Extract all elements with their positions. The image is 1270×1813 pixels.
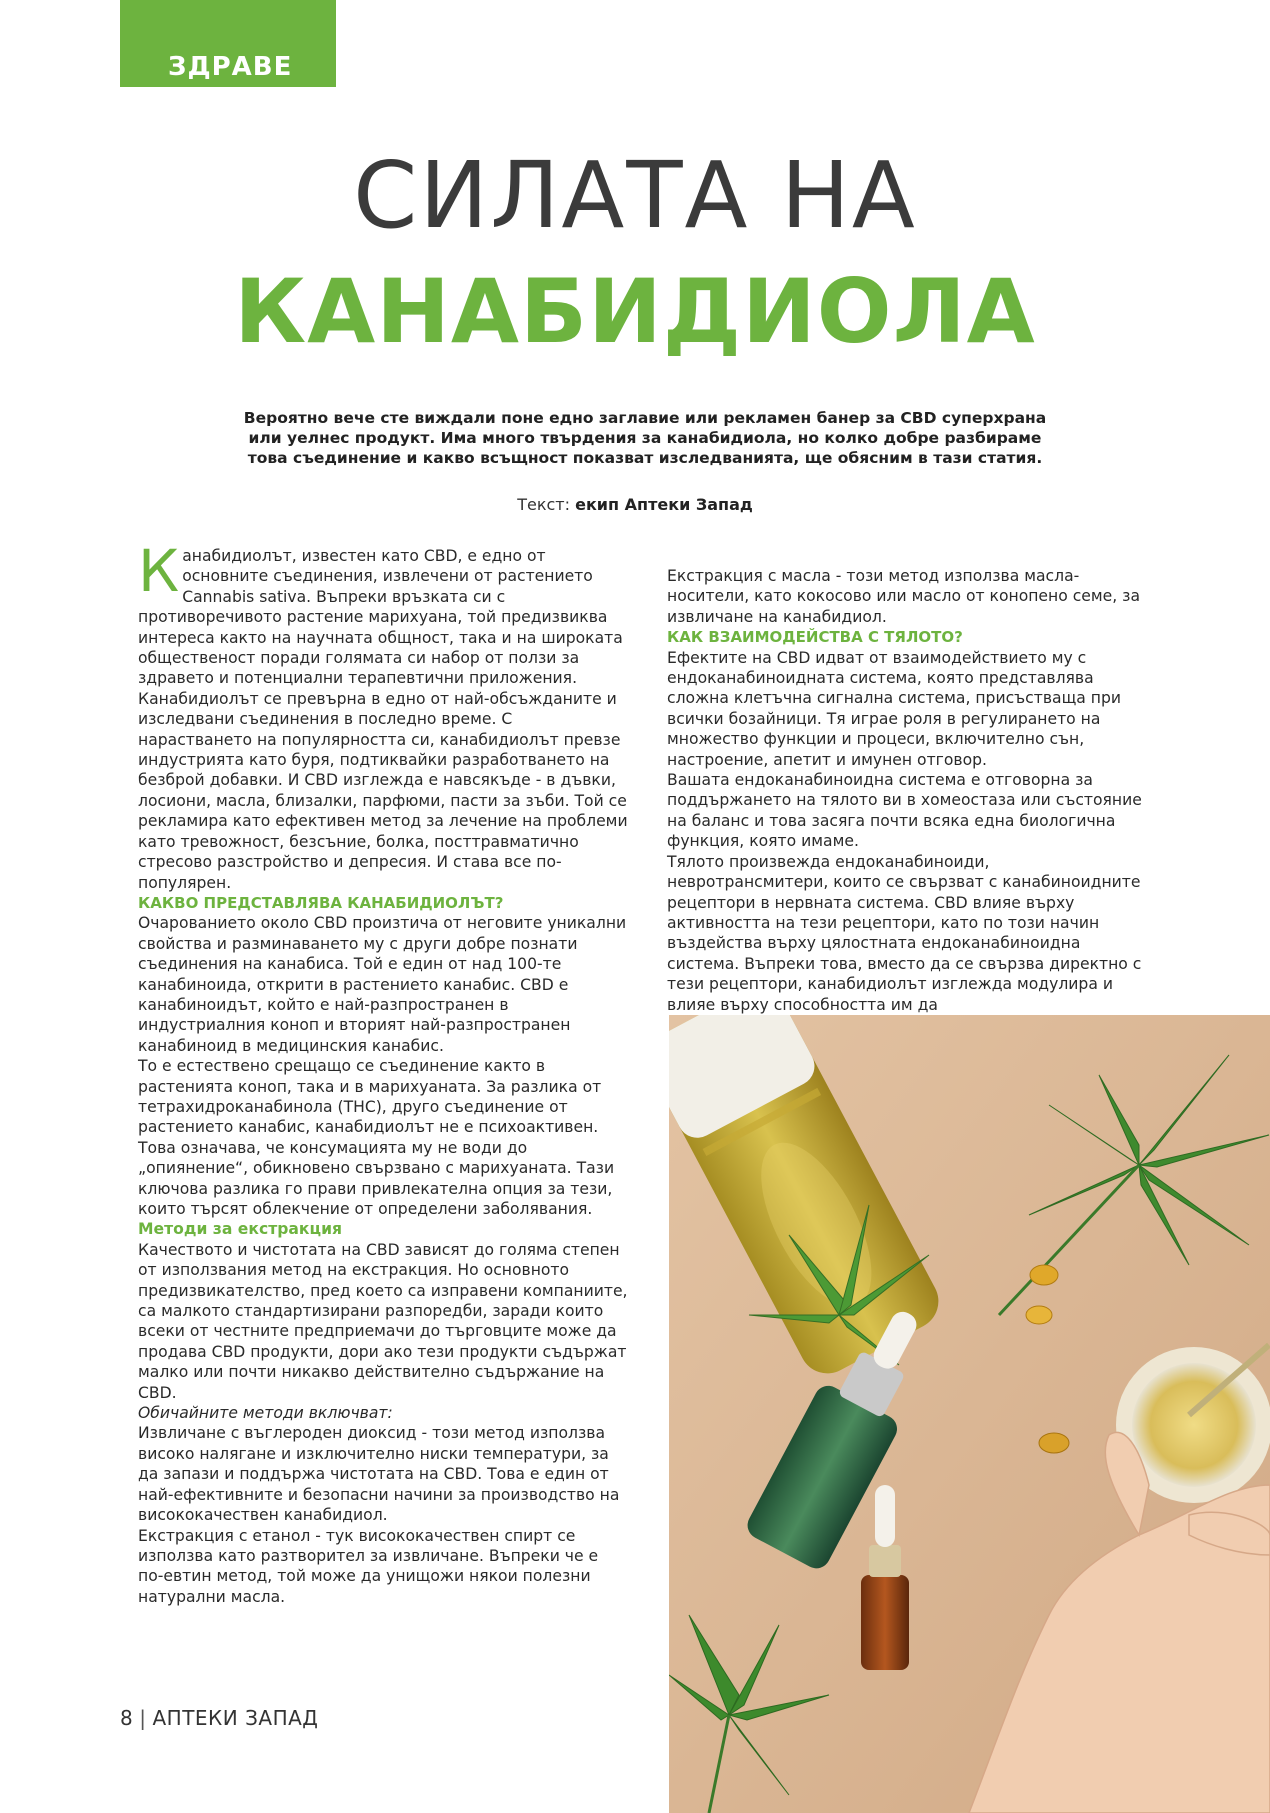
capsule-icon — [1039, 1433, 1069, 1453]
paragraph-text: анабидиолът, известен като CBD, е едно от основните съединения, извлечени от растението Cannabis sativa. Въпреки връзката си с противоречивото растение марихуана, той предизвиква интереса както на научната общност, така и на широката общественост поради голямата си набор от ползи за здравето и потенциални терапевтични приложения. — [138, 547, 623, 688]
paragraph: То е естествено срещащо се съединение както в растенията коноп, така и в марихуаната. За разлика от тетрахидроканабинола (THC), друго съединение от растението канабис, канабидиолът не е психоактивен. Това означава, че консумацията му не води до „опиянение“, обикновено свързвано с марихуаната. Тази ключова разлика го прави привлекателна опция за тези, които търсят облекчение от определени заболявания. — [138, 1057, 615, 1218]
publication-name: АПТЕКИ ЗАПАД — [152, 1706, 319, 1730]
paragraph: Тялото произвежда ендоканабиноиди, невротрансмитери, които се свързват с канабиноидните рецептори в нервната система. CBD влияе върху активността на тези рецептори, като по този начин въздейства върху цялостната ендоканабиноидна система. Въпреки това, вместо да се свързва директно с тези рецептори, канабидиолът изглежда модулира и влияе върху способността им да — [667, 852, 1142, 1014]
section-heading: КАК ВЗАИМОДЕЙСТВА С ТЯЛОТО? — [667, 628, 963, 647]
capsule-icon — [1030, 1265, 1058, 1285]
cbd-products-photo — [669, 1015, 1270, 1813]
paragraph-italic: Обичайните методи включват: — [138, 1404, 393, 1423]
byline — [0, 495, 1270, 514]
paragraph: Екстракция с етанол - тук висококачествен спирт се използва като разтворител за извличане. Въпреки че е по-евтин метод, той може да унищожи някои полезни натурални масла. — [138, 1526, 599, 1606]
footer-separator: | — [139, 1706, 147, 1730]
section-heading: КАКВО ПРЕДСТАВЛЯВА КАНАБИДИОЛЪТ? — [138, 893, 504, 912]
title-line-2: КАНАБИДИОЛА — [234, 260, 1036, 363]
section-label: ЗДРАВЕ — [168, 52, 293, 82]
drop-cap: К — [138, 537, 180, 605]
byline-label: Текст: — [517, 495, 570, 514]
byline-author: екип Аптеки Запад — [575, 495, 753, 514]
paragraph — [138, 537, 628, 689]
paragraph: Качеството и чистотата на CBD зависят до голяма степен от използвания метод на екстракция. Но основното предизвикателство, пред което са изправени компаниите, са малкото стандартизирани разпоредби, заради които всеки от честните предприемачи до търговците може да продава CBD продукти, дори ако тези продукти съдържат малко или почти никакво действително съдържание на CBD. — [138, 1240, 628, 1402]
paragraph: Извличане с въглероден диоксид - този метод използва високо налягане и изключително ниски температури, за да запази и поддържа чистотата на CBD. Това е един от най-ефективните и безопасни начини за производство на висококачествен канабидиол. — [138, 1424, 620, 1525]
page-number: 8 — [120, 1706, 134, 1730]
paragraph: Вашата ендоканабиноидна система е отговорна за поддържането на тялото ви в хомеостаза или състояние на баланс и това засяга почти всяка една биологична функция, която имаме. — [667, 771, 1142, 851]
sub-heading: Методи за екстракция — [138, 1220, 343, 1239]
lede: Вероятно вече сте виждали поне едно заглавие или рекламен банер за CBD суперхрана или уелнес продукт. Има много твърдения за канабидиола, но колко добре разбираме това съединение и какво всъщност показват изследванията, ще обясним в тази статия. — [243, 409, 1047, 467]
capsule-icon — [1026, 1306, 1052, 1324]
page-footer — [120, 1706, 318, 1730]
section-tag — [120, 0, 336, 87]
paragraph: Екстракция с масла - този метод използва масла-носители, като кокосово или масло от конопено семе, за извличане на канабидиол. — [667, 567, 1141, 626]
title-line-1: СИЛАТА НА — [353, 142, 917, 249]
article-column-2 — [667, 566, 1151, 1015]
paragraph: Канабидиолът се превърна в едно от най-обсъжданите и изследвани съединения в последно време. С нарастването на популярността си, канабидиолът превзе индустрията като буря, подтиквайки разработването на безброй добавки. И CBD изглежда е навсякъде - в дъвки, лосиони, масла, близалки, парфюми, пасти за зъби. Той се рекламира като ефективен метод за лечение на проблеми като тревожност, безсъние, болка, посттравматично стресово разстройство и депресия. И става все по-популярен. — [138, 689, 628, 892]
paragraph: Очарованието около CBD произтича от неговите уникални свойства и разминаването му с други добре познати съединения на канабиса. Той е един от над 100-те канабиноида, открити в растението канабис. CBD е канабиноидът, който е най-разпространен в индустриалния коноп и вторият най-разпространен канабиноид в медицинския канабис. — [138, 914, 627, 1055]
article-column-1 — [138, 537, 628, 1607]
paragraph: Ефектите на CBD идват от взаимодействието му с ендоканабиноидната система, която представлява сложна клетъчна сигнална система, присъстваща при всички бозайници. Тя играе роля в регулирането на множество функции и процеси, включително сън, настроение, апетит и имунен отговор. — [667, 648, 1122, 769]
